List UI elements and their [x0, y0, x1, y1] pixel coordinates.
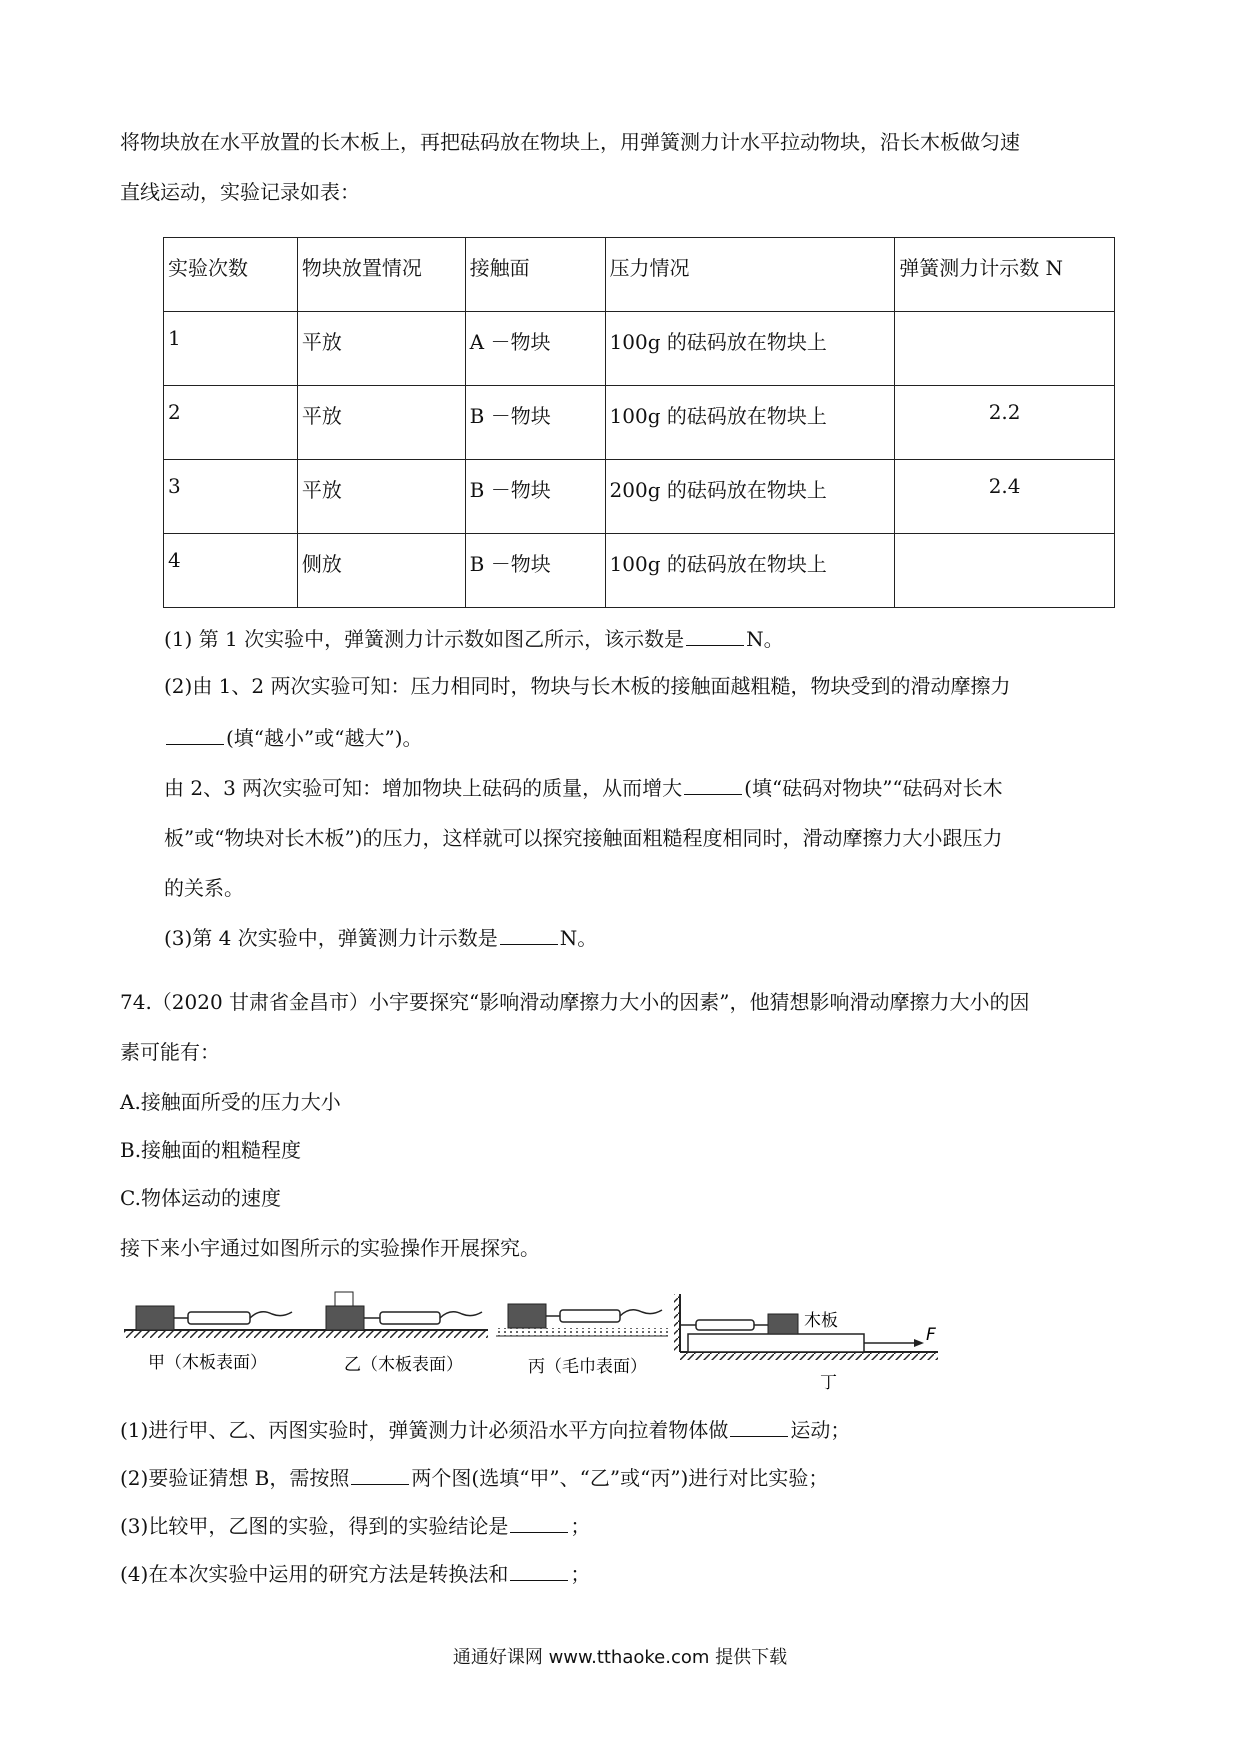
- intro-line-1: 将物块放在水平放置的长木板上，再把砝码放在物块上，用弹簧测力计水平拉动物块，沿长木板做匀速: [120, 130, 1020, 154]
- page-footer: 通通好课网 www.tthaoke.com 提供下载: [452, 1647, 788, 1668]
- table-cell: 平放: [297, 460, 465, 534]
- q74-option-c: C.物体运动的速度: [120, 1186, 281, 1210]
- caption-jia: 甲（木板表面）: [148, 1353, 267, 1373]
- force-label: F: [926, 1325, 936, 1345]
- table-header: 压力情况: [605, 238, 895, 312]
- panel-jia: [124, 1306, 308, 1338]
- answer-blank: [351, 1466, 409, 1485]
- q73-part2b-line2: 板”或“物块对长木板”)的压力，这样就可以探究接触面粗糙程度相同时，滑动摩擦力大小跟压力: [164, 826, 1003, 850]
- table-row: [164, 460, 1115, 534]
- table-cell: 1: [164, 312, 298, 386]
- answer-blank: [730, 1418, 788, 1437]
- table-cell: 2.4: [895, 460, 1115, 534]
- q74-part3: (3)比较甲，乙图的实验，得到的实验结论是 ；: [120, 1514, 591, 1538]
- table-header: 实验次数: [164, 238, 298, 312]
- table-row: [164, 534, 1115, 608]
- table-cell: [895, 312, 1115, 386]
- experiment-table: [163, 237, 1115, 608]
- caption-ding: 丁: [820, 1373, 837, 1393]
- panel-bing: [496, 1304, 668, 1336]
- table-cell: A －物块: [465, 312, 605, 386]
- answer-blank: [510, 1514, 568, 1533]
- table-cell: 侧放: [297, 534, 465, 608]
- table-cell: B －物块: [465, 386, 605, 460]
- panel-yi: [308, 1292, 488, 1338]
- table-header-row: [164, 238, 1115, 312]
- table-cell: [895, 534, 1115, 608]
- table-row: [164, 386, 1115, 460]
- caption-yi: 乙（木板表面）: [344, 1355, 463, 1375]
- experiment-figure: [118, 1290, 948, 1398]
- table-cell: 平放: [297, 312, 465, 386]
- table-row: [164, 312, 1115, 386]
- table-cell: 3: [164, 460, 298, 534]
- table-header: 接触面: [465, 238, 605, 312]
- q74-part2: (2)要验证猜想 B，需按照 两个图(选填“甲”、“乙”或“丙”)进行对比实验；: [120, 1466, 829, 1490]
- q73-part3: (3)第 4 次实验中，弹簧测力计示数是 N。: [164, 926, 598, 950]
- table-cell: 平放: [297, 386, 465, 460]
- table-cell: 2.2: [895, 386, 1115, 460]
- q73-part2b-line3: 的关系。: [164, 876, 244, 900]
- q74-option-b: B.接触面的粗糙程度: [120, 1138, 302, 1162]
- answer-blank: [686, 627, 744, 646]
- table-cell: 2: [164, 386, 298, 460]
- panel-ding: [674, 1294, 938, 1360]
- caption-bing: 丙（毛巾表面）: [528, 1357, 647, 1377]
- intro-line-2: 直线运动，实验记录如表：: [120, 180, 360, 204]
- q74-line2: 素可能有：: [120, 1040, 220, 1064]
- q74-part1: (1)进行甲、乙、丙图实验时，弹簧测力计必须沿水平方向拉着物体做 运动；: [120, 1418, 851, 1442]
- q73-part2-line1: (2)由 1、2 两次实验可知：压力相同时，物块与长木板的接触面越粗糙，物块受到的滑动摩擦力: [164, 674, 1011, 698]
- answer-blank: [510, 1562, 568, 1581]
- table-cell: 100g 的砝码放在物块上: [605, 534, 895, 608]
- table-cell: 100g 的砝码放在物块上: [605, 386, 895, 460]
- table-header: 弹簧测力计示数 N: [895, 238, 1115, 312]
- q73-part2-line2: (填“越小”或“越大”)。: [164, 724, 423, 752]
- table-cell: 100g 的砝码放在物块上: [605, 312, 895, 386]
- table-cell: B －物块: [465, 460, 605, 534]
- q73-part2b-line1: 由 2、3 两次实验可知：增加物块上砝码的质量，从而增大 (填“砝码对物块”“砝码对长木: [164, 776, 1003, 800]
- answer-blank: [166, 726, 224, 745]
- table-cell: 4: [164, 534, 298, 608]
- q74-part4: (4)在本次实验中运用的研究方法是转换法和 ；: [120, 1562, 591, 1586]
- board-label: 木板: [804, 1311, 838, 1331]
- q74-line1: 74.（2020 甘肃省金昌市）小宇要探究“影响滑动摩擦力大小的因素”，他猜想影响滑动摩擦力大小的因: [120, 990, 1030, 1014]
- answer-blank: [500, 926, 558, 945]
- q73-part1: (1) 第 1 次实验中，弹簧测力计示数如图乙所示，该示数是 N。: [164, 627, 784, 651]
- q74-option-a: A.接触面所受的压力大小: [120, 1090, 341, 1114]
- answer-blank: [684, 776, 742, 795]
- table-cell: 200g 的砝码放在物块上: [605, 460, 895, 534]
- q74-line3: 接下来小宇通过如图所示的实验操作开展探究。: [120, 1236, 540, 1260]
- table-cell: B －物块: [465, 534, 605, 608]
- table-header: 物块放置情况: [297, 238, 465, 312]
- friction-apparatus-diagram: [118, 1290, 948, 1398]
